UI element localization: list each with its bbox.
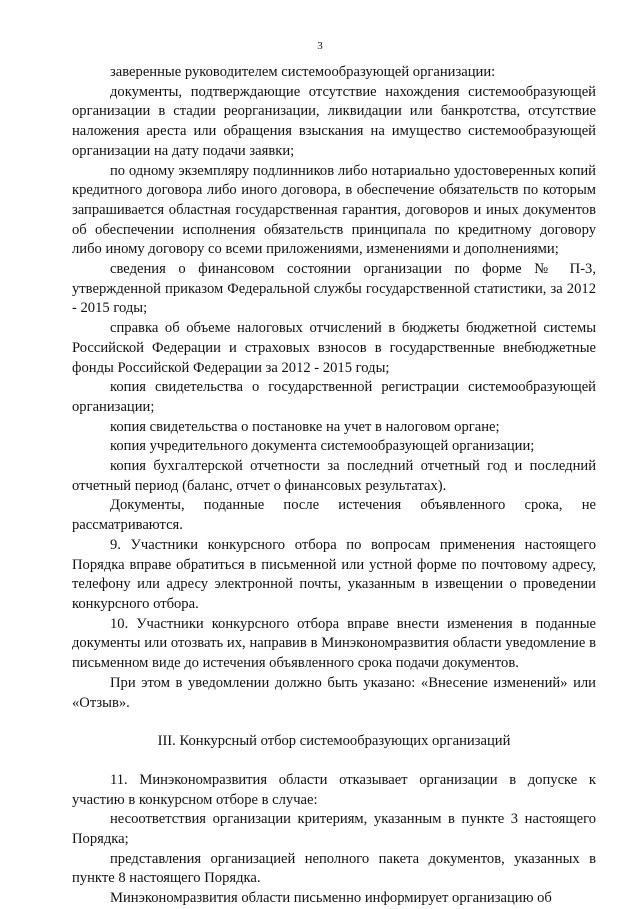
paragraph: Минэкономразвития области письменно информирует организацию об bbox=[110, 890, 552, 907]
paragraph: копия бухгалтерской отчетности за последний отчетный год и последний отчетный период (баланс, отчет о финансовых результатах). bbox=[72, 458, 596, 494]
paragraph: справка об объеме налоговых отчислений в бюджеты бюджетной системы Российской Федерации и страховых взносов в государственные внебюджетные фонды Российской Федерации за 2012 - 2015 годы; bbox=[72, 320, 596, 376]
paragraph: по одному экземпляру подлинников либо нотариально удостоверенных копий кредитного договора либо иного договора, в обеспечение обязательств по которым запрашивается областная государственная гарантия, договоров и иных документов об обеспечении исполнения обязательств принципала по кредитному договору либо иному договору со всеми приложениями, изменениями и дополнениями; bbox=[72, 162, 596, 258]
page-number: 3 bbox=[317, 40, 323, 52]
paragraph: копия свидетельства о постановке на учет в налоговом органе; bbox=[110, 418, 500, 435]
paragraph: 10. Участники конкурсного отбора вправе внести изменения в поданные документы или отозвать их, направив в Минэкономразвития области уведомление в письменном виде до истечения объявленного срока подачи документов. bbox=[72, 615, 596, 672]
paragraph: несоответствия организации критериям, указанным в пункте 3 настоящего Порядка; bbox=[72, 811, 596, 848]
paragraph: копия свидетельства о государственной регистрации системообразующей организации; bbox=[72, 379, 596, 415]
paragraph: копия учредительного документа системообразующей организации; bbox=[110, 438, 535, 455]
paragraph: При этом в уведомлении должно быть указано: «Внесение изменений» или «Отзыв». bbox=[72, 674, 596, 711]
document-body bbox=[72, 63, 596, 909]
paragraph: 9. Участники конкурсного отбора по вопросам применения настоящего Порядка вправе обратиться в письменной или устной форме по почтовому адресу, телефону или адресу электронной почты, указанным в извещении о проведении конкурсного отбора. bbox=[72, 536, 596, 612]
section-heading: III. Конкурсный отбор системообразующих организаций bbox=[157, 733, 511, 750]
paragraph: сведения о финансовом состоянии организации по форме № П-3, утвержденной приказом Федеральной службы государственной статистики, за 2012 - 2015 годы; bbox=[72, 261, 596, 317]
paragraph: 11. Минэкономразвития области отказывает организации в допуске к участию в конкурсном отборе в случае: bbox=[72, 771, 596, 808]
paragraph: заверенные руководителем системообразующей организации: bbox=[110, 64, 496, 80]
paragraph: Документы, поданные после истечения объявленного срока, не рассматриваются. bbox=[72, 497, 596, 534]
paragraph: документы, подтверждающие отсутствие нахождения системообразующей организации в стадии реорганизации, ликвидации или банкротства, отсутствие наложения ареста или обращения взыскания на имущество системообразующей организации на дату подачи заявки; bbox=[72, 83, 596, 159]
paragraph: представления организацией неполного пакета документов, указанных в пункте 8 настоящего Порядка. bbox=[72, 850, 596, 887]
